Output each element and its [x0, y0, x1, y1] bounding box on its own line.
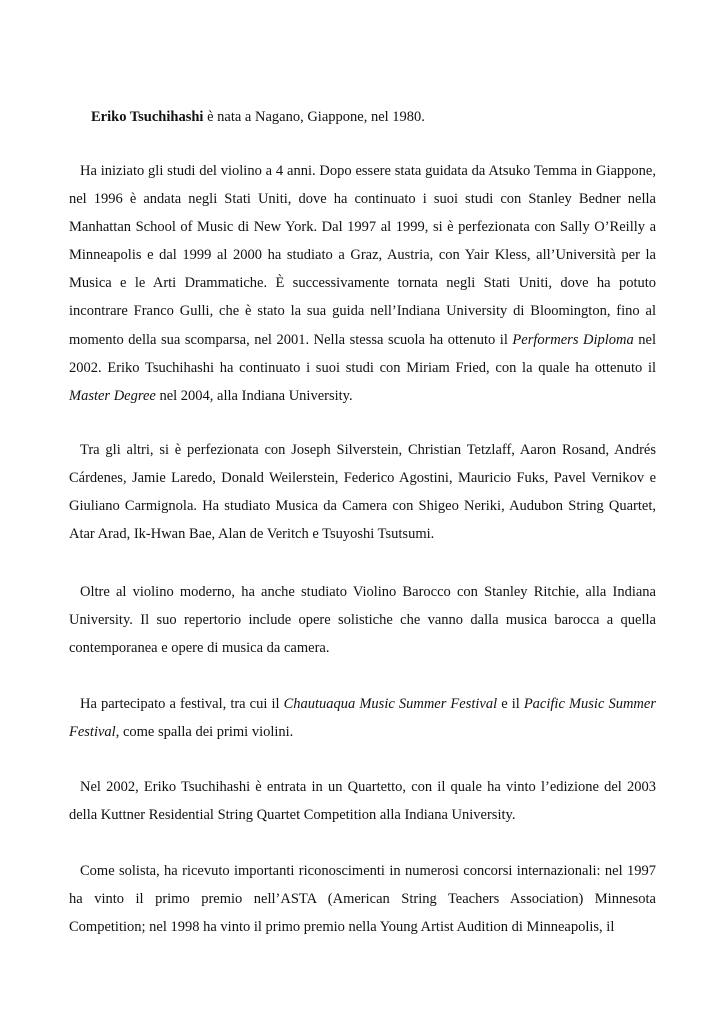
italic-term: Chautuaqua Music Summer Festival [283, 696, 498, 712]
paragraph-masterclasses: Tra gli altri, si è perfezionata con Joseph Silverstein, Christian Tetzlaff, Aaron Rosand, Andrés Cárdenes, Jamie Laredo, Donald Weilerstein, Federico Agostini, Mauricio Fuks, Pavel Vernikov e Giuliano Carmignola. Ha studiato Musica da Camera con Shigeo Neriki, Audubon String Quartet, Atar Arad, Ik-Hwan Bae, Alan de Veritch e Tsuyoshi Tsutsumi. [69, 442, 656, 543]
paragraph-awards: Come solista, ha ricevuto importanti riconoscimenti in numerosi concorsi internazionali: nel 1997 ha vinto il primo premio nell’ASTA (American String Teachers Association) Minnesota Competition; nel 1998 ha vinto il primo premio nella Young Artist Audition di Minneapolis, il [69, 863, 656, 936]
intro-text: è nata a Nagano, Giappone, nel 1980. [203, 109, 425, 125]
paragraph-text: nel 2002. Eriko Tsuchihashi ha continuato i suoi studi con Miriam Fried, con la quale ha ottenuto il [69, 331, 656, 376]
paragraph-text: e il [497, 696, 524, 712]
paragraph-repertoire: Oltre al violino moderno, ha anche studiato Violino Barocco con Stanley Ritchie, alla Indiana University. Il suo repertorio include opere solistiche che vanno dalla musica barocca a quella contemporanea e opere di musica da camera. [69, 584, 656, 657]
intro-paragraph [69, 103, 656, 131]
artist-name: Eriko Tsuchihashi [91, 109, 204, 125]
italic-term: Master Degree [69, 387, 156, 404]
italic-term: Pacific Music Summer Festival [69, 696, 656, 741]
paragraph-quartet: Nel 2002, Eriko Tsuchihashi è entrata in un Quartetto, con il quale ha vinto l’edizione del 2003 della Kuttner Residential String Quartet Competition alla Indiana University. [69, 779, 656, 824]
paragraph-text: Ha iniziato gli studi del violino a 4 anni. Dopo essere stata guidata da Atsuko Temma in Giappone, nel 1996 è andata negli Stati Uniti, dove ha continuato i suoi studi con Stanley Bedner nella Manhattan School of Music di New York. Dal 1997 al 1999, si è perfezionata con Sally O’Reilly a Minneapolis e dal 1999 al 2000 ha studiato a Graz, Austria, con Yair Kless, all’Università per la Musica e le Arti Drammatiche. È successivamente tornata negli Stati Uniti, dove ha potuto incontrare Franco Gulli, che è stato la sua guida nell’Indiana University di Bloomington, fino al momento della sua scomparsa, nel 2001. Nella stessa scuola ha ottenuto il [69, 163, 656, 348]
paragraph-text: Ha partecipato a festival, tra cui il [80, 696, 284, 712]
paragraph-text: nel 2004, alla Indiana University. [155, 387, 353, 404]
paragraph-text: , come spalla dei primi violini. [115, 724, 294, 741]
paragraph-education [69, 157, 656, 410]
italic-term: Performers Diploma [512, 331, 634, 348]
paragraph-festivals [69, 690, 656, 746]
